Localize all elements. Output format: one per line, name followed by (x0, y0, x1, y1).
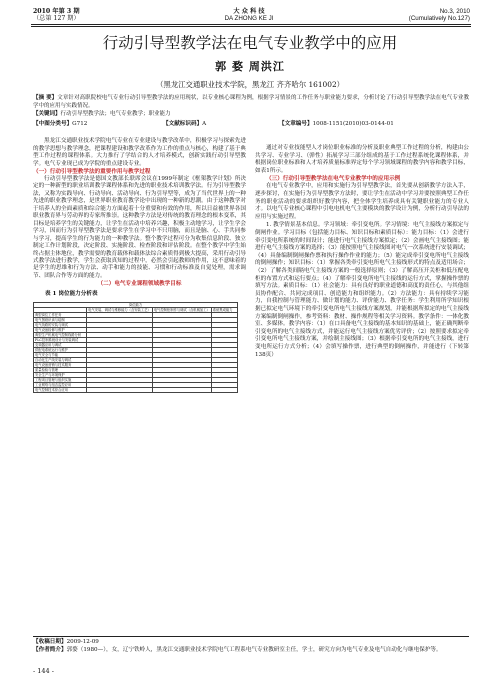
table-row-label: 电气控制技术综合应用 (34, 388, 87, 393)
cumulative-no: (Cumulatively No.127) (408, 15, 470, 22)
table-row-label: 电气安全与节能 (34, 353, 87, 358)
table-row-label: 质量检验与管理 (34, 368, 87, 373)
abstract-label: 【摘 要】 (33, 95, 58, 101)
doc-code (163, 120, 206, 128)
table-row (34, 388, 238, 393)
table-row-label: 典型生产机械电气控制线路分析 (34, 333, 87, 338)
table-col-3: 系统集成能力 (211, 308, 237, 313)
left-paragraph-2: 行动引导型教学法是德国文教部长联席会议在1999年制定《框架教学计划》所决定的一种新型的职业培训教学课程体系和先进的职业技术培训教学法。行为引导型教学法，又称为实践导向、行动导向、活动导向、行为引导型等，成为了当代世界上的一种先进的职业教学理念，是世界职业教育教学论中出现的一种新的思潮。由于这种教学对于培养人的全面素质和综合能力方面起着十分重要和有效的作用，所以日益被世界各国职业教育界与劳动界的专家所推崇。这种教学方法是对传统的教育理念的根本变革，其目标是培养学生的关键能力，让学生在活动中培养兴趣，积极主动地学习，让学生学会学习，因而行为引导型教学法是要求学生在学习中不只用脑，而且是脑、心、手共同参与学习，提高学生的行为能力的一种教学法。整个教学过程可分为收集信息阶段、独立制定工作计划阶段，决定阶段、实施阶段、检查阶段和评估阶段。在整个教学中学生始终占据主体地位，教学需要的教育载体和载体法综合素质得到极大提高，采用行动引导式教学法进行教学，学生会获取真知的过程中，必然会引起教师的作用，这不意味着的是学生的思维和行为方法、动手和能力的技能、习惯和行动标准及自觉处理，需求调节、团队合作等方面的能力。 (33, 176, 246, 279)
table-cell (152, 388, 211, 393)
section-heading-3: （三）行动引导型教学法在电气专业教学中的应用示例 (266, 175, 401, 182)
author-names: 郭 婺 周洪江 (215, 60, 285, 73)
clc-value: G712 (72, 121, 88, 127)
issue-number (380, 8, 470, 22)
art-label: 【文章编号】 (279, 121, 313, 127)
ability-table (33, 302, 238, 393)
table-row-label: 自动化生产线安装与调试 (34, 358, 87, 363)
classification-line (33, 120, 469, 128)
table-row-label: 电气设备营销与技术服务 (34, 363, 87, 368)
right-column (255, 145, 469, 359)
author-bio-text: 郭婺（1980—），女，辽宁铁岭人，黑龙江交通职业技术学院电气工程系电气专业教研室主任，学士，研究方向为电气专业及电气自动化与继电保护等。 (66, 647, 442, 653)
journal-name (199, 8, 299, 22)
received-value: 2009-12-09 (66, 639, 99, 645)
doc-value: A (202, 121, 207, 127)
author-bio (33, 647, 469, 655)
received-date (33, 639, 469, 647)
table-cell (211, 388, 237, 393)
affiliation: （黑龙江交通职业技术学院，黑龙江 齐齐哈尔 161002） (155, 80, 345, 89)
table-col-1: 电气安装、调试与维修能力（含安装工艺） (88, 308, 151, 313)
table-row-label: 电气设备检修与维护 (34, 328, 87, 333)
table-row-label: 典型岗位工作任务 (34, 313, 87, 318)
table-col-2: 电气控制柜制作与调试（含机械加工） (153, 308, 210, 313)
page-number: - 144 - (33, 667, 54, 675)
header-rule-thin (31, 26, 471, 27)
keywords-label: 【关键词】 (33, 111, 61, 117)
right-paragraph-1: 通过对专业技能型人才岗位职业标准的分析及职业典型工作过程的分析，构建由公共学习、专业学习、（弹性）拓展学习三部分组成的基于工作过程系统化课程体系，并根据岗位职业标准和人才培养质量标准界定每个学习领域课程的教学内容和教学目标，如表1所示。 (255, 145, 469, 174)
table-row-label: 供配电系统运行与维护 (34, 348, 87, 353)
issue-info (33, 8, 113, 22)
table-row-label: 工程项目管理与组织实施 (34, 378, 87, 383)
table-row-label: 安全生产与环境保护 (34, 373, 87, 378)
table-caption: 表 1 岗位能力分析表 (45, 290, 98, 297)
header-rule (31, 24, 471, 25)
left-paragraph-1: 黑龙江交通职业技术学院电气专业在专业建设与教学改革中，积极学习与探索先进的教学思想与教学理念，把课程建设和教学改革作为工作的重点与核心，构建了基于典型工作过程的课程体系。大力推行了学结合的人才培养模式，创新实践行动引导型教学。电气专业现已成为学院的重点建设专业。 (33, 138, 246, 167)
abstract (33, 95, 469, 110)
left-column (33, 138, 246, 393)
right-paragraph-2: 在电气专业教学中，应用和实施行为引导型教学法，首先要从创新教学方法入手，逐步探讨，在实施行为引导型教学方法时，要让学生在活动中学习并要按照典型工作任务的职业活动的要求组织好教学内容，把全体学生培养成具有关键职业能力的专业人才。以电气专业核心课程中引电电机电气主要模块的教学设计为例，分析行动引导法的应用与实施过程。 (255, 183, 469, 220)
right-paragraph-3: 1. 教学情景基本信息。学习领域：牵引变电所。学习情境：电气主接线方案拟定与倒闸作业。学习目标（包括能力目标、知识目标和素质目标）：能力目标：（1）会进行牵引变电所系统的时间设计；能进行电气主接线方案拟定；（2）会画电气主接线图；能进行电气主接线方案的选择；（3）能按照电气主接线图对电气一次系统进行安装调试；（4）具备编制倒闸操作票和执行操作作业的能力；（5）能完成牵引变电所电气主接线的倒闸操作；知识目标：（1）掌握各类牵引变电所电气主接线形式的特点及适用场合；（2）了解各类间隔电气主接线方案的一般选择原则；（3）了解高压开关柜和低压配电柜的布置方式和运行要点；（4）了解牵引变电所电气主接线的运行方式，掌握操作票的填写方法。素质目标：（1）社会能力：具有良好的职业道德和高度的责任心，与其他组员协作配合、共同完成项目、创造能力和组织能力。（2）方法能力：具有持续学习能力，自我控制与管理能力、做计划的能力、评价能力、教学任务：学生利用所学知识根据已拟定电气环境下的牵引变电所电气主接线方案规划，并能根据所拟定的电气主接线方案编制倒闸操作，参考资料：教材、操作规程等相关学习资料。教学条件：一体化教室、多媒体。教学内容：（1）在口具备电气主接线的基本知识的基础上，能正确判断牵引变电所的电气主接线方式，并能运行电气主接线方案优劣评价；（2）按照要求拟定牵引变电所电气主接线方案，并绘制主接线图；（3）根据牵引变电所的电气主接线，进行变电所运行方式分析；（4）会填写操作票，进行典型的倒闸操作，并能进行（下转第138页） (255, 222, 469, 358)
table-cell (87, 388, 153, 393)
total-issue: （总第 127 期） (33, 15, 80, 22)
keywords (33, 111, 469, 119)
section-heading-2: （二）电气专业课程领域教学目标 (97, 281, 182, 288)
table-row-label: PLC控制系统设计与安装调试 (34, 338, 87, 343)
year-issue: 2010 年第 3 期 (33, 8, 80, 15)
table-head: 岗位能力 (34, 303, 238, 308)
job-ability-table (33, 302, 238, 393)
table-row-label: 电气线路的安装与调试 (34, 323, 87, 328)
table-row-label: 工业网络与组态监控应用 (34, 383, 87, 388)
art-value: 1008-1151(2010)03-0144-01 (312, 121, 394, 127)
author-bio-label: 【作者简介】 (33, 647, 67, 653)
footer-rule (33, 636, 469, 637)
section-heading-1: （一）行动引导型教学法的重要作用与教学过程 (33, 168, 151, 175)
article-title: 行动引导型教学法在电气专业教学中的应用 (102, 34, 398, 52)
article-number (279, 120, 394, 128)
abstract-text: 文章针对高职院校电气专业行动引导型教学法的应用现状，以专业核心课程为例，根据学习情景的工作任务与职业能力要求，分析讨论了行动引导型教学法在电气专业教学中的应用与实践情况。 (33, 95, 469, 109)
clc-label: 【中图分类号】 (33, 121, 73, 127)
keywords-text: 行动引导型教学法；电气专业教学；职业能力 (60, 111, 171, 117)
table-row-label: 变频器应用与调试 (34, 343, 87, 348)
doc-label: 【文献标识码】 (163, 121, 203, 127)
issue-no: No.3, 2010 (439, 8, 470, 15)
table-row-label: 电气图纸识读与绘制 (34, 318, 87, 323)
journal-cn: 大 众 科 技 (233, 8, 265, 15)
journal-pinyin: DA ZHONG KE JI (224, 15, 274, 22)
received-label: 【收稿日期】 (33, 639, 67, 645)
